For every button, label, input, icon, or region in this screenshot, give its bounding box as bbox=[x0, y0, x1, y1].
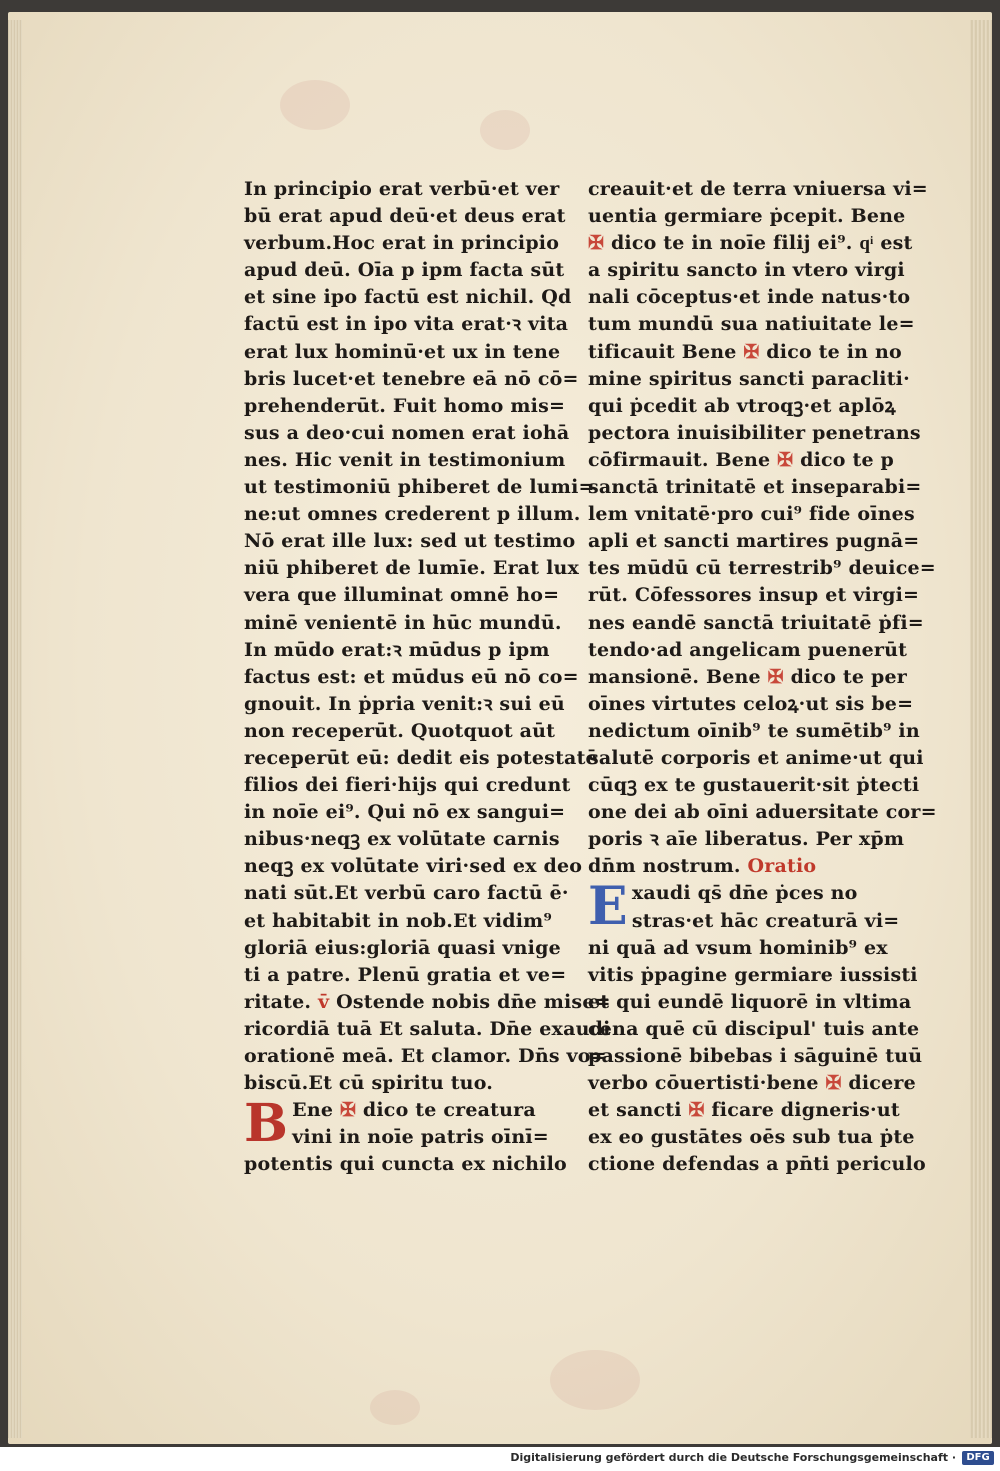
text-line bbox=[588, 853, 888, 880]
text-segment: et qui eundē liquorē in vltima bbox=[588, 990, 912, 1013]
rubric-text: Oratio bbox=[747, 855, 817, 878]
text-line bbox=[244, 1124, 549, 1151]
text-segment: pectora inuisibiliter penetrans bbox=[588, 421, 921, 444]
text-line bbox=[588, 908, 900, 935]
text-segment: vini in noīe patris oīnī= bbox=[292, 1126, 549, 1149]
text-line bbox=[588, 664, 907, 691]
text-line bbox=[244, 284, 572, 311]
text-segment: ti a patre. Plenū gratia et ve= bbox=[244, 963, 567, 986]
text-segment: tum mundū sua natiuitate le= bbox=[588, 313, 915, 336]
text-segment: mansionē. Bene bbox=[588, 665, 768, 688]
text-line bbox=[244, 393, 566, 420]
text-segment: nedictum oīnib⁹ te sumētib⁹ in bbox=[588, 719, 920, 742]
text-line bbox=[244, 935, 561, 962]
text-line bbox=[244, 880, 569, 907]
text-line bbox=[588, 528, 920, 555]
text-segment: uentia germiare ṗcepit. Bene bbox=[588, 205, 906, 228]
text-segment: gloriā eius:gloriā quasi vnige bbox=[244, 936, 561, 959]
text-segment: apud deū. Oīa p ipm facta sūt bbox=[244, 259, 565, 282]
text-segment: non receperūt. Quotquot aūt bbox=[244, 719, 556, 742]
text-line bbox=[588, 474, 922, 501]
text-segment: Ene bbox=[292, 1099, 340, 1122]
text-line bbox=[588, 257, 905, 284]
text-segment: Ostende nobis dn̄e mise= bbox=[329, 990, 611, 1013]
text-segment: dico te p bbox=[793, 448, 895, 471]
text-segment: verbum.Hoc erat in principio bbox=[244, 232, 560, 255]
text-line bbox=[244, 1016, 611, 1043]
text-segment: ricordiā tuā Et saluta. Dn̄e exaudi bbox=[244, 1017, 611, 1040]
text-line bbox=[244, 501, 581, 528]
text-line bbox=[244, 230, 560, 257]
right-text-column bbox=[588, 176, 937, 1178]
text-segment: a spiritu sancto in vtero virgi bbox=[588, 259, 905, 282]
cross-icon: ✠ bbox=[825, 1072, 842, 1095]
dfg-logo: DFG bbox=[962, 1451, 994, 1465]
text-segment: dicere bbox=[841, 1072, 916, 1095]
text-segment: mine spiritus sancti paracliti· bbox=[588, 367, 910, 390]
text-segment: poris ꝛ aīe liberatus. Per xp̄m bbox=[588, 828, 905, 851]
text-segment: vitis ṗpagine germiare iussisti bbox=[588, 963, 918, 986]
stain-bottom bbox=[550, 1350, 640, 1410]
initial-letter: B bbox=[244, 1093, 289, 1155]
left-text-column bbox=[244, 176, 611, 1178]
text-line bbox=[588, 420, 921, 447]
text-segment: orationē meā. Et clamor. Dn̄s vo= bbox=[244, 1045, 607, 1067]
text-segment: qui ṗcedit ab vtroqꝫ·et aplōꝝ bbox=[588, 394, 896, 417]
text-line bbox=[244, 420, 570, 447]
text-segment: potentis qui cuncta ex nichilo bbox=[244, 1153, 567, 1176]
text-line bbox=[588, 935, 888, 962]
text-segment: nibus·neqꝫ ex volūtate carnis bbox=[244, 828, 560, 851]
cross-icon: ✠ bbox=[688, 1099, 705, 1122]
text-segment: prehenderūt. Fuit homo mis= bbox=[244, 394, 566, 417]
text-segment: et sancti bbox=[588, 1099, 689, 1122]
text-segment: oīnes virtutes celoꝝ·ut sis be= bbox=[588, 692, 914, 715]
text-line bbox=[588, 501, 915, 528]
text-line bbox=[244, 826, 560, 853]
text-line bbox=[588, 555, 936, 582]
text-line bbox=[244, 610, 562, 637]
text-segment: cōfirmauit. Bene bbox=[588, 448, 778, 471]
text-line bbox=[588, 637, 908, 664]
text-line bbox=[588, 203, 906, 230]
text-line bbox=[244, 582, 560, 609]
text-segment: rūt. Cōfessores insup et virgi= bbox=[588, 584, 920, 607]
text-segment: et sine ipo factū est nichil. Qd bbox=[244, 286, 572, 309]
text-segment: dico te in no bbox=[759, 340, 902, 363]
text-segment: dico te creatura bbox=[356, 1099, 536, 1122]
text-line bbox=[244, 176, 560, 203]
text-line bbox=[244, 555, 580, 582]
text-segment: one dei ab oīni aduersitate cor= bbox=[588, 801, 937, 824]
text-segment: ritate. bbox=[244, 990, 319, 1013]
stain-top bbox=[280, 80, 350, 130]
text-segment: nes eandē sanctā triuitatē ṗfi= bbox=[588, 611, 924, 634]
text-segment: cena quē cū discipul' tuis ante bbox=[588, 1017, 920, 1040]
text-segment: et habitabit in nob.Et vidim⁹ bbox=[244, 909, 552, 932]
text-line bbox=[244, 528, 576, 555]
page-edge-right bbox=[970, 20, 992, 1438]
text-segment: tes mūdū cū terrestrib⁹ deuice= bbox=[588, 557, 936, 580]
text-line bbox=[244, 1151, 567, 1178]
cross-icon: ✠ bbox=[339, 1099, 357, 1122]
text-line bbox=[244, 908, 552, 935]
stain-bottom-left bbox=[370, 1390, 420, 1425]
text-line bbox=[588, 691, 914, 718]
cross-icon: ✠ bbox=[767, 665, 784, 688]
text-segment: tificauit Bene bbox=[588, 340, 744, 363]
text-segment: erat lux hominū·et ux in tene bbox=[244, 340, 561, 363]
text-line bbox=[244, 853, 583, 880]
text-line bbox=[244, 257, 565, 284]
text-segment: vera que illuminat omnē ho= bbox=[244, 584, 560, 607]
text-line bbox=[588, 962, 918, 989]
text-segment: tendo·ad angelicam puenerūt bbox=[588, 638, 908, 661]
text-line bbox=[588, 826, 905, 853]
text-segment: lem vnitatē·pro cui⁹ fide oīnes bbox=[588, 503, 915, 526]
cross-icon: ✠ bbox=[777, 448, 794, 471]
text-segment: ex eo gustātes oēs sub tua ṗte bbox=[588, 1126, 915, 1149]
text-line bbox=[588, 718, 920, 745]
text-line bbox=[244, 718, 556, 745]
text-segment: receperūt eū: dedit eis potestatē bbox=[244, 746, 598, 769]
text-line bbox=[588, 339, 902, 366]
text-line bbox=[588, 366, 910, 393]
text-line bbox=[588, 1124, 915, 1151]
text-segment: xaudi qs̄ dn̄e ṗces no bbox=[631, 882, 858, 905]
text-line bbox=[588, 1070, 916, 1097]
text-segment: passionē bibebas i sāguinē tuū bbox=[588, 1045, 923, 1067]
text-segment: stras·et hāc creaturā vi= bbox=[631, 909, 900, 932]
text-line bbox=[588, 1043, 923, 1070]
text-segment: In principio erat verbū·et ver bbox=[244, 178, 560, 200]
footer-bar bbox=[0, 1447, 1000, 1471]
text-segment: dico te in noīe filij ei⁹. qͥ est bbox=[604, 232, 913, 255]
text-segment: dico te per bbox=[783, 665, 907, 688]
text-line bbox=[588, 230, 913, 257]
text-segment: ne:ut omnes crederent p illum. bbox=[244, 503, 581, 526]
text-line bbox=[244, 772, 571, 799]
text-segment: apli et sancti martires pugnā= bbox=[588, 530, 920, 553]
text-segment: cūqꝫ ex te gustauerit·sit ṗtecti bbox=[588, 774, 920, 797]
text-line bbox=[588, 284, 911, 311]
text-segment: gnouit. In ṗpria venit:ꝛ sui eū bbox=[244, 692, 565, 715]
text-line bbox=[244, 1043, 607, 1070]
footer-credit: Digitalisierung gefördert durch die Deutsche Forschungsgemeinschaft · bbox=[510, 1451, 956, 1464]
text-segment: ni quā ad vsum hominib⁹ ex bbox=[588, 936, 888, 959]
rubric-text: v̄ bbox=[318, 990, 330, 1013]
text-line bbox=[244, 637, 550, 664]
page-edge-left bbox=[8, 20, 22, 1438]
text-segment: filios dei fieri·hijs qui credunt bbox=[244, 774, 571, 797]
text-line bbox=[588, 176, 928, 203]
text-segment: sanctā trinitatē et inseparabi= bbox=[588, 476, 922, 499]
text-line bbox=[588, 447, 895, 474]
text-line bbox=[588, 311, 915, 338]
text-line bbox=[588, 1151, 926, 1178]
text-segment: bū erat apud deū·et deus erat bbox=[244, 205, 566, 228]
text-line bbox=[244, 962, 567, 989]
cross-icon: ✠ bbox=[588, 232, 605, 255]
text-line bbox=[244, 366, 579, 393]
text-line bbox=[588, 772, 920, 799]
text-line bbox=[244, 203, 566, 230]
text-line bbox=[588, 1097, 900, 1124]
text-line bbox=[244, 447, 566, 474]
text-line bbox=[244, 745, 598, 772]
text-segment: niū phiberet de lumīe. Erat lux bbox=[244, 557, 580, 580]
text-segment: in noīe ei⁹. Qui nō ex sangui= bbox=[244, 801, 566, 824]
text-segment: factū est in ipo vita erat·ꝛ vita bbox=[244, 313, 569, 336]
text-line bbox=[244, 691, 565, 718]
text-segment: Nō erat ille lux: sed ut testimo bbox=[244, 530, 576, 553]
text-line bbox=[244, 339, 561, 366]
text-segment: factus est: et mūdus eū nō co= bbox=[244, 665, 579, 688]
text-line bbox=[588, 989, 912, 1016]
text-line bbox=[588, 610, 924, 637]
text-segment: In mūdo erat:ꝛ mūdus p ipm bbox=[244, 638, 550, 661]
text-line bbox=[244, 1070, 544, 1097]
text-line bbox=[244, 311, 569, 338]
text-segment: verbo cōuertisti·bene bbox=[588, 1072, 826, 1095]
text-line bbox=[588, 393, 896, 420]
text-segment: biscū.Et cū spiritu tuo. bbox=[244, 1072, 494, 1095]
text-line bbox=[588, 582, 920, 609]
text-segment: minē venientē in hūc mundū. bbox=[244, 611, 562, 634]
text-segment: dn̄m nostrum. bbox=[588, 855, 748, 878]
text-line bbox=[588, 745, 924, 772]
text-segment: ficare digneris·ut bbox=[704, 1099, 900, 1122]
text-segment: sus a deo·cui nomen erat iohā bbox=[244, 421, 570, 444]
text-line bbox=[244, 799, 566, 826]
text-line bbox=[244, 664, 579, 691]
text-segment: salutē corporis et anime·ut qui bbox=[588, 746, 924, 769]
initial-letter: E bbox=[588, 876, 628, 938]
text-segment: neqꝫ ex volūtate viri·sed ex deo bbox=[244, 855, 583, 878]
text-segment: nes. Hic venit in testimonium bbox=[244, 448, 566, 471]
text-segment: nati sūt.Et verbū caro factū ē· bbox=[244, 882, 569, 905]
text-line bbox=[244, 989, 611, 1016]
text-line bbox=[588, 1016, 920, 1043]
stain-top-right bbox=[480, 110, 530, 150]
text-segment: creauit·et de terra vniuersa vi= bbox=[588, 178, 928, 200]
text-segment: bris lucet·et tenebre eā nō cō= bbox=[244, 367, 579, 390]
cross-icon: ✠ bbox=[743, 340, 760, 363]
text-segment: ctione defendas a pn̄ti periculo bbox=[588, 1153, 926, 1176]
text-segment: ut testimoniū phiberet de lumi= bbox=[244, 476, 595, 499]
text-line bbox=[244, 474, 595, 501]
text-line bbox=[588, 799, 937, 826]
text-segment: nali cōceptus·et inde natus·to bbox=[588, 286, 911, 309]
